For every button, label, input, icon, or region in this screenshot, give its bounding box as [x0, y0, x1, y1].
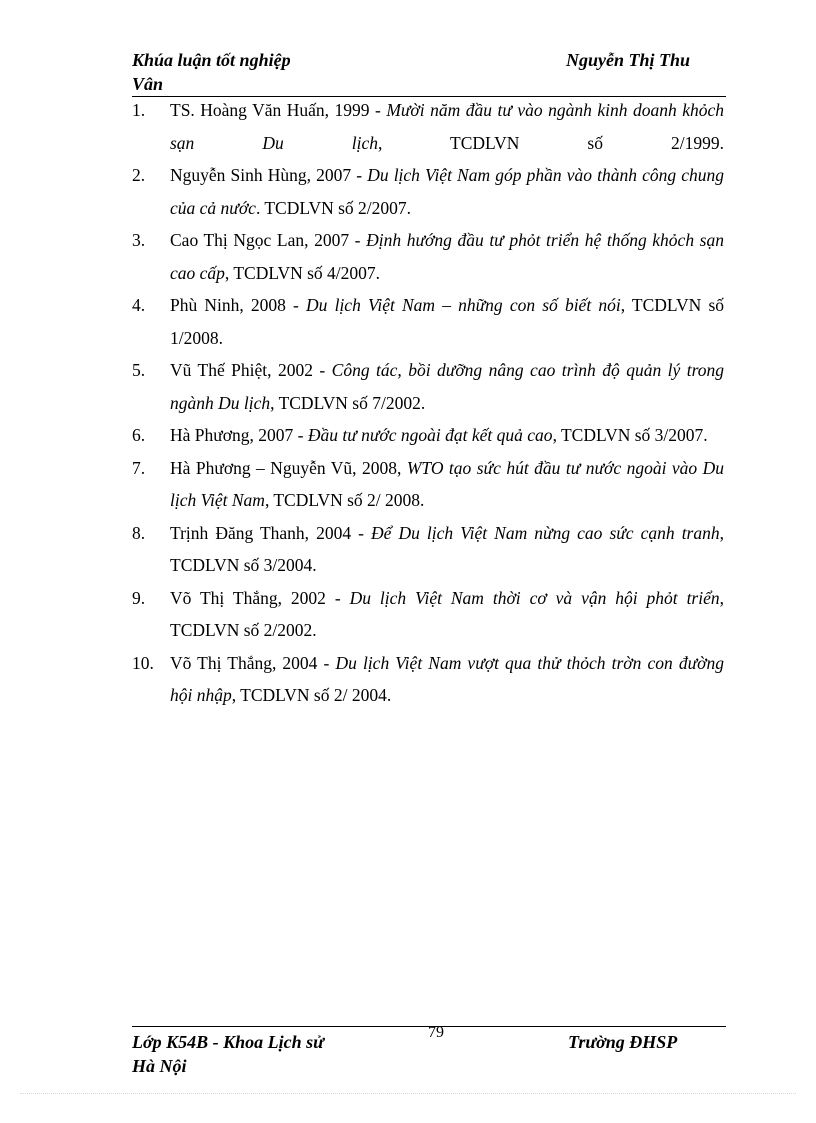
reference-text: [170, 419, 724, 452]
page-bottom-edge: [20, 1093, 796, 1094]
reference-number: 6.: [132, 425, 146, 445]
reference-author: Cao Thị Ngọc Lan, 2007 -: [170, 230, 367, 250]
reference-text: [170, 159, 724, 224]
reference-title: Du lịch Việt Nam góp phần vào thành công chung của cả nước: [170, 165, 724, 218]
reference-source: , TCDLVN số 2/1999.: [377, 132, 724, 153]
reference-number: 4.: [132, 295, 146, 315]
reference-author: Nguyễn Sinh Hùng, 2007 -: [170, 165, 368, 185]
reference-number: 9.: [132, 587, 146, 608]
reference-list: [132, 94, 724, 712]
reference-number: 5.: [132, 360, 146, 380]
reference-item: [132, 289, 724, 354]
reference-item: [132, 159, 724, 224]
reference-text: [170, 224, 724, 289]
reference-item: [132, 94, 724, 159]
reference-source: , TCDLVN số 2/2002.: [170, 587, 725, 640]
reference-title: WTO tạo sức hút đầu tư nước ngoài vào Du lịch Việt Nam: [170, 457, 724, 510]
reference-author: Hà Phương – Nguyễn Vũ, 2008,: [170, 457, 407, 478]
footer-left-line1: Lớp K54B - Khoa Lịch sử: [132, 1032, 324, 1052]
reference-source: , TCDLVN số 7/2002.: [270, 392, 426, 413]
reference-title: Định hướng đầu tư phỏt triển hệ thống khỏch sạn cao cấp: [170, 230, 724, 283]
footer-left-line2: Hà Nội: [132, 1056, 187, 1076]
footer-school-label: Trường ĐHSP: [568, 1032, 678, 1052]
footer-class-label: [132, 1030, 324, 1078]
reference-number: 8.: [132, 522, 146, 543]
page-header: [132, 48, 726, 96]
reference-item: [132, 354, 724, 419]
reference-item: [132, 582, 724, 647]
header-author-name: Nguyễn Thị Thu: [566, 50, 691, 70]
reference-source: , TCDLVN số 4/2007.: [224, 262, 381, 283]
reference-author: Võ Thị Thắng, 2004 -: [170, 652, 336, 673]
reference-author: Phù Ninh, 2008 -: [170, 295, 307, 315]
reference-text: [170, 452, 724, 517]
reference-number: 7.: [132, 457, 146, 478]
page-number: 79: [428, 1024, 444, 1041]
reference-title: Công tác, bồi dưỡng nâng cao trình độ quản lý trong ngành Du lịch: [170, 360, 724, 413]
reference-source: , TCDLVN số 1/2008.: [170, 295, 724, 348]
reference-source: , TCDLVN số 2/ 2004.: [231, 685, 392, 705]
reference-text: [170, 289, 724, 354]
reference-author: Vũ Thế Phiệt, 2002 -: [170, 360, 332, 380]
reference-source: , TCDLVN số 2/ 2008.: [264, 490, 425, 510]
reference-title: Mười năm đầu tư vào ngành kinh doanh khỏch sạn Du lịch: [170, 100, 724, 153]
reference-text: [170, 354, 724, 419]
reference-title: Du lịch Việt Nam thời cơ và vận hội phỏt triển: [349, 587, 720, 608]
reference-source: . TCDLVN số 2/2007.: [255, 197, 412, 218]
reference-source: , TCDLVN số 3/2004.: [170, 522, 724, 575]
reference-item: [132, 224, 724, 289]
reference-author: TS. Hoàng Văn Huấn, 1999 -: [170, 100, 387, 120]
reference-number: 2.: [132, 165, 146, 185]
reference-title: Để Du lịch Việt Nam nừng cao sức cạnh tranh: [371, 522, 720, 543]
reference-author: Trịnh Đăng Thanh, 2004 -: [170, 522, 372, 543]
header-left-line2: Vân: [132, 74, 164, 94]
reference-text: [170, 94, 724, 159]
reference-author: Hà Phương, 2007 -: [170, 425, 308, 445]
page-footer: [132, 1024, 726, 1080]
reference-number: 10.: [132, 652, 154, 673]
reference-text: [170, 582, 724, 647]
reference-item: [132, 419, 724, 452]
reference-number: 3.: [132, 230, 146, 250]
header-left-line1: Khúa luận tốt nghiệp: [132, 50, 291, 70]
reference-number: 1.: [132, 100, 146, 120]
reference-item: [132, 647, 724, 712]
reference-item: [132, 517, 724, 582]
header-thesis-label: [132, 48, 291, 96]
reference-text: [170, 517, 724, 582]
reference-source: , TCDLVN số 3/2007.: [552, 425, 708, 445]
reference-title: Du lịch Việt Nam – những con số biết nói: [306, 295, 621, 315]
reference-title: Du lịch Việt Nam vượt qua thử thỏch trờn con đường hội nhập: [170, 652, 724, 705]
reference-item: [132, 452, 724, 517]
reference-title: Đầu tư nước ngoài đạt kết quả cao: [307, 425, 553, 445]
reference-author: Võ Thị Thắng, 2002 -: [170, 587, 350, 608]
reference-text: [170, 647, 724, 712]
